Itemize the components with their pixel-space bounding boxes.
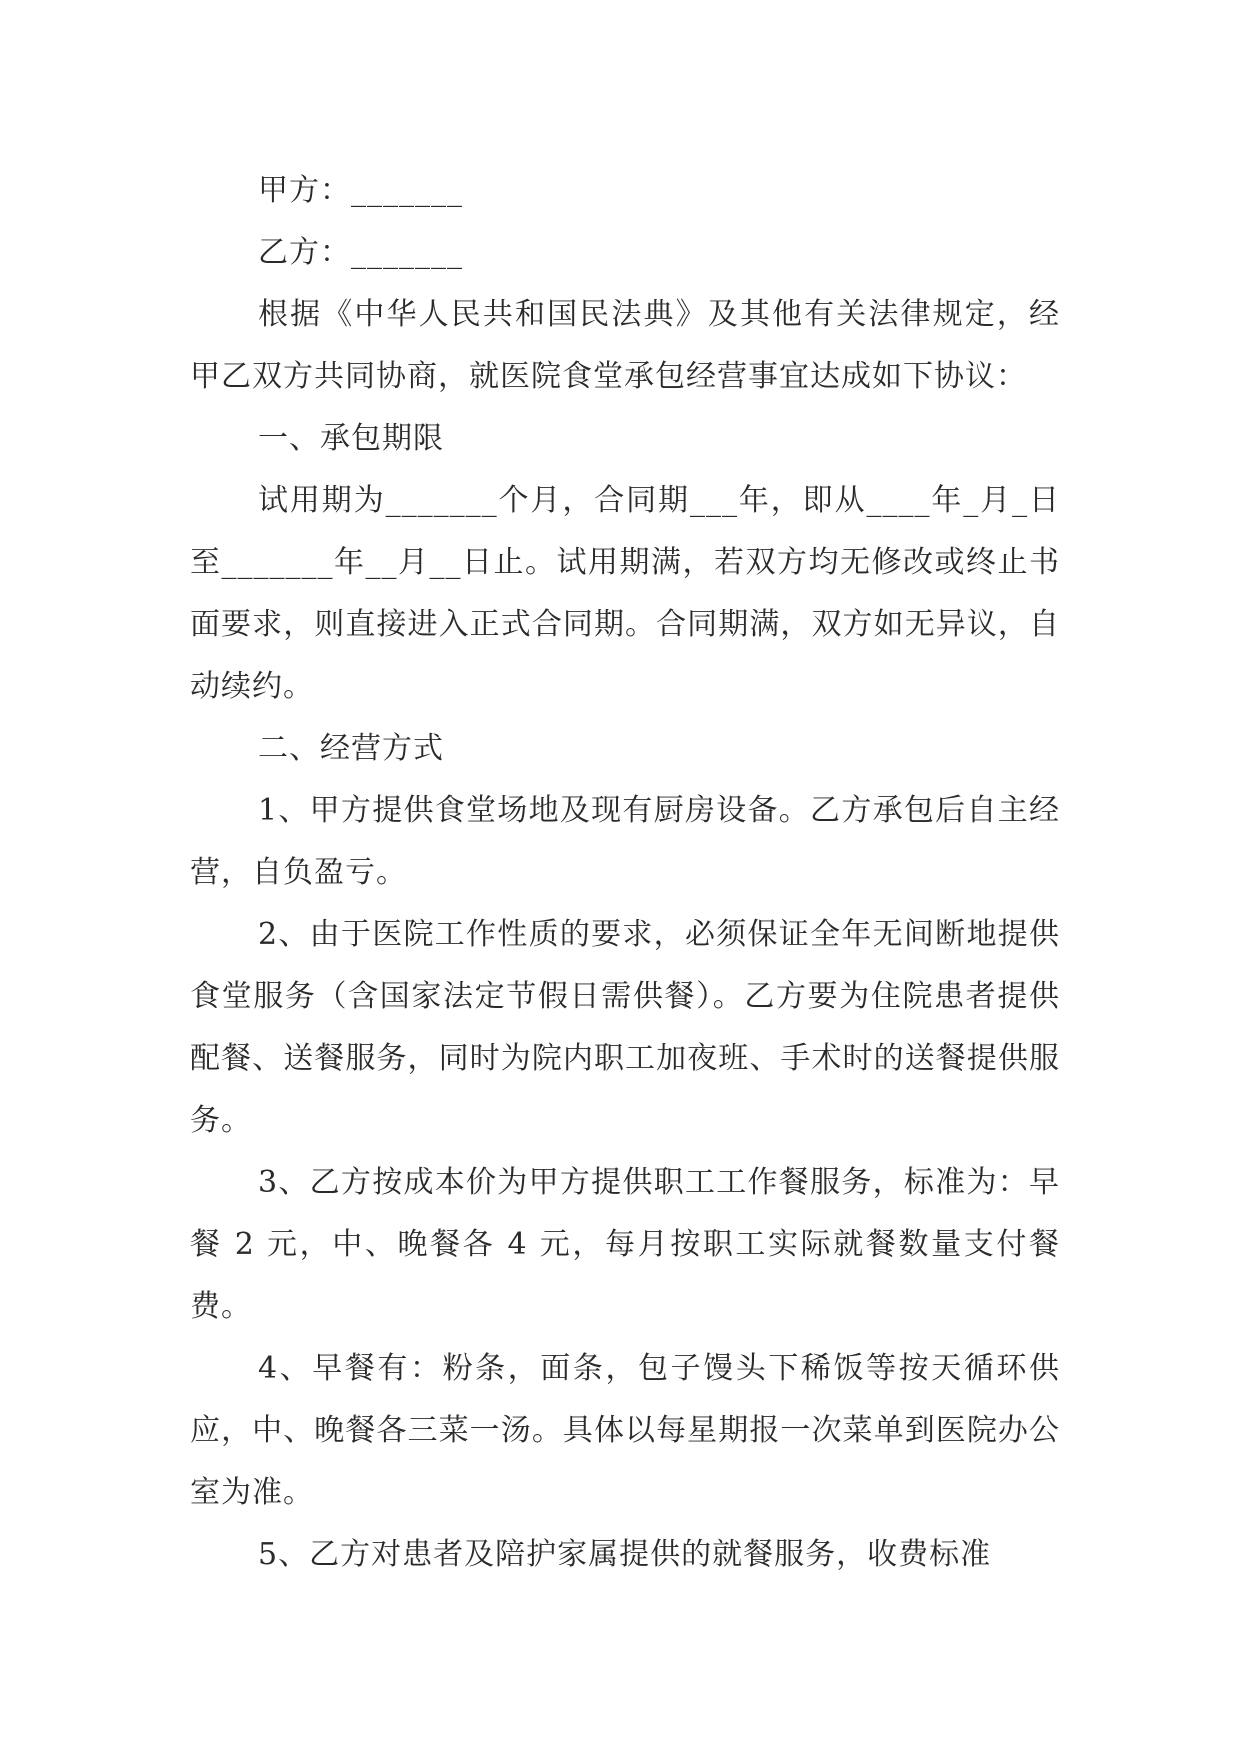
clause-1: 1、甲方提供食堂场地及现有厨房设备。乙方承包后自主经营，自负盈亏。 [190, 793, 1060, 890]
clause-4: 4、早餐有：粉条，面条，包子馒头下稀饭等按天循环供应，中、晚餐各三菜一汤。具体以每星期报一次菜单到医院办公室为准。 [190, 1351, 1060, 1510]
preamble-paragraph: 根据《中华人民共和国民法典》及其他有关法律规定，经甲乙双方共同协商，就医院食堂承包经营事宜达成如下协议： [190, 297, 1060, 394]
clause-3: 3、乙方按成本价为甲方提供职工工作餐服务，标准为：早餐 2 元，中、晚餐各 4 元，每月按职工实际就餐数量支付餐费。 [190, 1165, 1060, 1324]
clause-5: 5、乙方对患者及陪护家属提供的就餐服务，收费标准 [258, 1537, 992, 1572]
section-heading-operation-mode: 二、经营方式 [258, 731, 444, 766]
section-heading-contract-term: 一、承包期限 [258, 421, 444, 456]
party-b-line: 乙方：_______ [258, 235, 463, 270]
clause-2: 2、由于医院工作性质的要求，必须保证全年无间断地提供食堂服务（含国家法定节假日需供餐）。乙方要为住院患者提供配餐、送餐服务，同时为院内职工加夜班、手术时的送餐提供服务。 [190, 917, 1060, 1138]
party-a-line: 甲方：_______ [258, 173, 463, 208]
contract-term-paragraph: 试用期为_______个月，合同期___年，即从____年_月_日至_______年__月__日止。试用期满，若双方均无修改或终止书面要求，则直接进入正式合同期。合同期满，双方如无异议，自动续约。 [190, 483, 1060, 704]
document-page [190, 160, 1060, 1586]
